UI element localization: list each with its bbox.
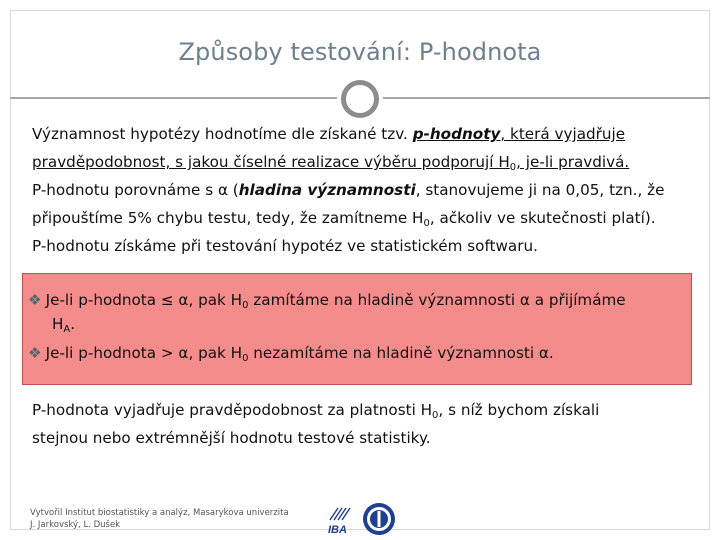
outro-line-2: stejnou nebo extrémnější hodnotu testové statistiky. <box>32 429 431 447</box>
bullet-reject-continuation: $H_A$. <box>52 315 76 335</box>
bullet-not-reject: ❖ Je-li p-hodnota > α, pak $H_0$ nezamítáme na hladině významnosti α. <box>28 344 554 364</box>
bullet-icon: ❖ <box>28 291 42 309</box>
university-seal-icon <box>362 502 396 536</box>
bullet-reject: ❖ Je-li p-hodnota ≤ α, pak $H_0$ zamítáme na hladině významnosti α a přijímáme <box>28 291 626 311</box>
footer-credits <box>30 507 289 531</box>
bullet-icon: ❖ <box>28 344 42 362</box>
significance-level-term: hladina významnosti <box>238 181 416 199</box>
intro-line-1: Významnost hypotézy hodnotíme dle získané tzv. p-hodnoty, která vyjadřuje <box>32 125 626 143</box>
iba-logo-icon <box>326 506 356 534</box>
footer-line-authors: J. Jarkovský, L. Dušek <box>30 520 121 530</box>
p-value-term: p-hodnoty <box>412 125 501 143</box>
intro-line-5: P-hodnotu získáme při testování hypotéz ve statistickém softwaru. <box>32 237 538 255</box>
outro-paragraph <box>32 396 692 452</box>
title-divider-circle-icon <box>341 80 379 118</box>
footer-line-institute: Vytvořil Institut biostatistiky a analýz, Masarykova univerzita <box>30 508 289 518</box>
title-divider-right <box>383 97 710 99</box>
intro-line-2: pravděpodobnost, s jakou číselné realizace výběru podporují $H_0$, je-li pravdivá. <box>32 153 630 173</box>
title-divider-left <box>10 97 337 99</box>
iba-logo-text: IBA <box>328 524 347 534</box>
slide-title: Způsoby testování: P-hodnota <box>178 38 542 66</box>
outro-line-1: P-hodnota vyjadřuje pravděpodobnost za platnosti $H_0$, s níž bychom získali <box>32 401 600 421</box>
intro-line-4: připouštíme 5% chybu testu, tedy, že zamítneme $H_0$, ačkoliv ve skutečnosti platí). <box>32 209 656 229</box>
intro-line-3: P-hodnotu porovnáme s α (hladina významnosti, stanovujeme ji na 0,05, tzn., že <box>32 181 665 199</box>
intro-paragraph <box>32 120 692 260</box>
